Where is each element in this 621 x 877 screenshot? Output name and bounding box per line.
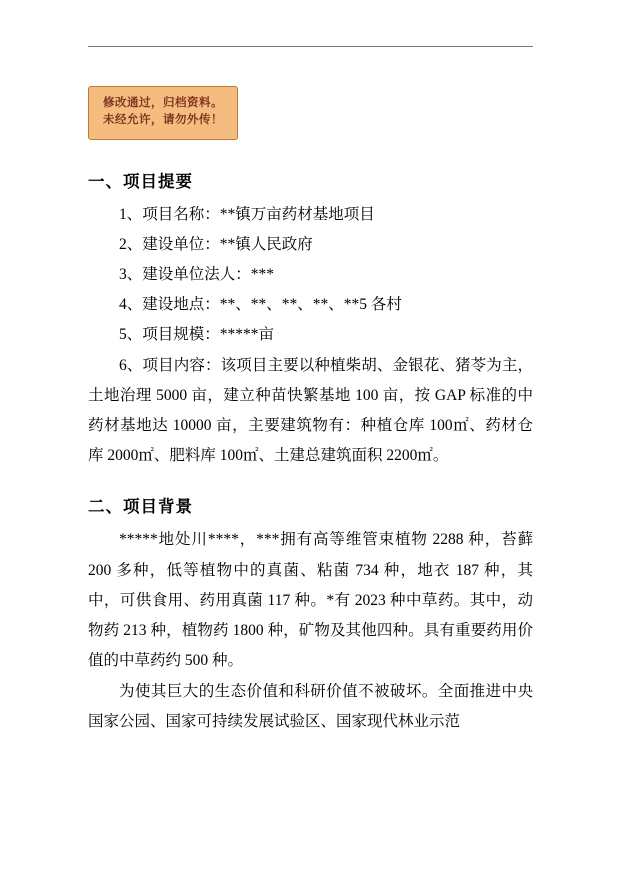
confidential-notice-box [88, 86, 238, 140]
document-content [88, 70, 533, 737]
section-1-heading: 一、项目提要 [88, 171, 193, 191]
list-item: 3、建设单位法人：*** [119, 265, 275, 283]
section-2-heading: 二、项目背景 [88, 497, 193, 517]
list-item: 5、项目规模：*****亩 [119, 326, 275, 344]
paragraph: *****地处川****，***拥有高等维管束植物 2288 种，苔藓 200 多种，低等植物中的真菌、粘菌 734 种，地衣 187 种，其中，可供食用、药用真菌 117 种。*有 2023 种中草药。其中，动物药 213 种，植物药 1800 种，矿物及其他四种。具有重要药用价值的中草药约 500 种。 [88, 531, 533, 670]
section-2-body [88, 525, 533, 737]
notice-line-2: 未经允许，请勿外传！ [103, 114, 223, 127]
section-1-content-paragraph: 6、项目内容：该项目主要以种植柴胡、金银花、猪苓为主，土地治理 5000 亩，建立种苗快繁基地 100 亩，按 GAP 标准的中药材基地达 10000 亩，主要建筑物有：种植仓库 100㎡、药材仓库 2000㎡、肥料库 100㎡、土建总建筑面积 2200㎡。 [88, 356, 533, 465]
section-1-list [88, 200, 533, 472]
list-item: 1、项目名称：**镇万亩药材基地项目 [119, 205, 375, 223]
notice-line-1: 修改通过，归档资料。 [103, 97, 223, 109]
header-divider [88, 46, 533, 47]
list-item: 2、建设单位：**镇人民政府 [119, 235, 313, 253]
paragraph: 为使其巨大的生态价值和科研价值不被破坏。全面推进中央国家公园、国家可持续发展试验区、国家现代林业示范 [88, 682, 533, 730]
list-item: 4、建设地点：**、**、**、**、**5 各村 [119, 296, 402, 314]
